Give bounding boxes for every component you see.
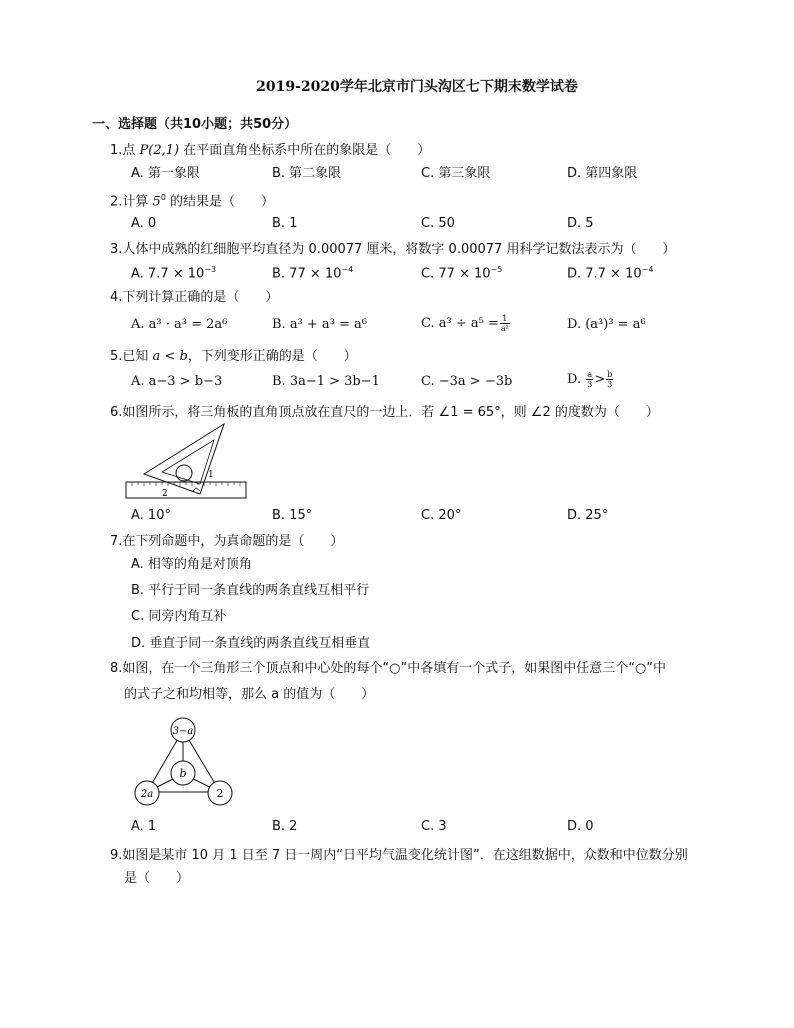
label-right: 2 [216, 787, 224, 800]
label-center: b [179, 767, 187, 780]
question-8-line-1: 8.如图，在一个三角形三个顶点和中心处的每个“○”中各填有一个式子，如果图中任意三个“○”中 [110, 661, 667, 676]
q3-option-d[interactable]: D. $7.7 \times 10^{-4}$ [567, 265, 654, 282]
q3-option-c[interactable]: C. $77 \times 10^{-5}$ [421, 265, 503, 282]
q6-option-a[interactable]: A. 10° [131, 508, 171, 523]
q8-option-c[interactable]: C. 3 [421, 819, 447, 834]
q8-option-a[interactable]: A. 1 [131, 819, 157, 834]
ruler-triangle-figure [122, 420, 250, 502]
q7-option-b[interactable]: B. 平行于同一条直线的两条直线互相平行 [131, 583, 370, 598]
q2-option-b[interactable]: B. 1 [272, 216, 298, 231]
q3-option-a[interactable]: A. $7.7 \times 10^{-3}$ [131, 265, 217, 282]
q3-option-b[interactable]: B. $77 \times 10^{-4}$ [272, 265, 354, 282]
fraction: $\frac{b}{3}$ [607, 370, 613, 389]
q2-option-c[interactable]: C. 50 [421, 216, 455, 231]
q6-option-d[interactable]: D. 25° [567, 508, 609, 523]
question-9-line-1: 9.如图是某市 10 月 1 日至 7 日一周内“日平均气温变化统计图”．在这组数据中，众数和中位数分别 [110, 848, 688, 863]
label-top: 3−a [172, 726, 194, 737]
question-5: 5.已知 a < b，下列变形正确的是（ ） [110, 349, 357, 364]
q1-option-b[interactable]: B. 第二象限 [272, 166, 342, 181]
q6-option-b[interactable]: B. 15° [272, 508, 313, 523]
label-left: 2a [140, 789, 154, 800]
q8-option-d[interactable]: D. 0 [567, 819, 594, 834]
q1-option-a[interactable]: A. 第一象限 [131, 166, 200, 181]
q4-option-b[interactable]: B. a³ + a³ = a⁶ [272, 317, 368, 332]
question-4: 4.下列计算正确的是（ ） [110, 290, 279, 305]
question-3: 3.人体中成熟的红细胞平均直径为 0.00077 厘米，将数字 0.00077 用科学记数法表示为（ ） [110, 242, 676, 257]
q6-option-c[interactable]: C. 20° [421, 508, 462, 523]
q2-option-a[interactable]: A. 0 [131, 216, 157, 231]
fraction: $\frac{a}{3}$ [587, 370, 593, 389]
q7-option-c[interactable]: C. 同旁内角互补 [131, 609, 227, 624]
q4-option-c[interactable]: C. a³ ÷ a⁵ = $\frac{1}{\text{a²}}$ [421, 314, 509, 333]
q5-option-d[interactable]: D. $\frac{a}{3}$ > $\frac{b}{3}$ [567, 370, 613, 389]
q5-option-a[interactable]: A. a−3 > b−3 [131, 374, 223, 389]
q5-option-c[interactable]: C. −3a > −3b [421, 374, 513, 389]
question-7: 7.在下列命题中，为真命题的是（ ） [110, 534, 344, 549]
triangle-circles-figure [130, 712, 240, 812]
q1-option-c[interactable]: C. 第三象限 [421, 166, 491, 181]
fraction: $\frac{1}{\text{a²}}$ [500, 314, 509, 333]
q4-option-d[interactable]: D. (a³)³ = a⁶ [567, 317, 646, 332]
q8-option-b[interactable]: B. 2 [272, 819, 298, 834]
question-8-line-2: 的式子之和均相等，那么 a 的值为（ ） [124, 687, 375, 702]
q7-option-a[interactable]: A. 相等的角是对顶角 [131, 557, 252, 572]
question-1: 1.点 P(2,1) 在平面直角坐标系中所在的象限是（ ） [110, 143, 431, 158]
question-9-line-2: 是（ ） [124, 871, 190, 886]
q4-option-a[interactable]: A. a³ · a³ = 2a⁶ [131, 317, 228, 332]
angle-1-label: 1 [208, 470, 214, 480]
question-6: 6.如图所示，将三角板的直角顶点放在直尺的一边上．若 ∠1 = 65°，则 ∠2 的度数为（ ） [110, 405, 659, 420]
q7-option-d[interactable]: D. 垂直于同一条直线的两条直线互相垂直 [131, 636, 371, 651]
q1-option-d[interactable]: D. 第四象限 [567, 166, 638, 181]
page-title: 2019-2020学年北京市门头沟区七下期末数学试卷 [256, 79, 578, 95]
question-2: 2.计算 $5^0$ 的结果是（ ） [110, 193, 275, 210]
q2-option-d[interactable]: D. 5 [567, 216, 594, 231]
section-heading: 一、选择题（共10小题；共50分） [92, 117, 298, 132]
angle-2-label: 2 [162, 489, 168, 499]
q5-option-b[interactable]: B. 3a−1 > 3b−1 [272, 374, 380, 389]
